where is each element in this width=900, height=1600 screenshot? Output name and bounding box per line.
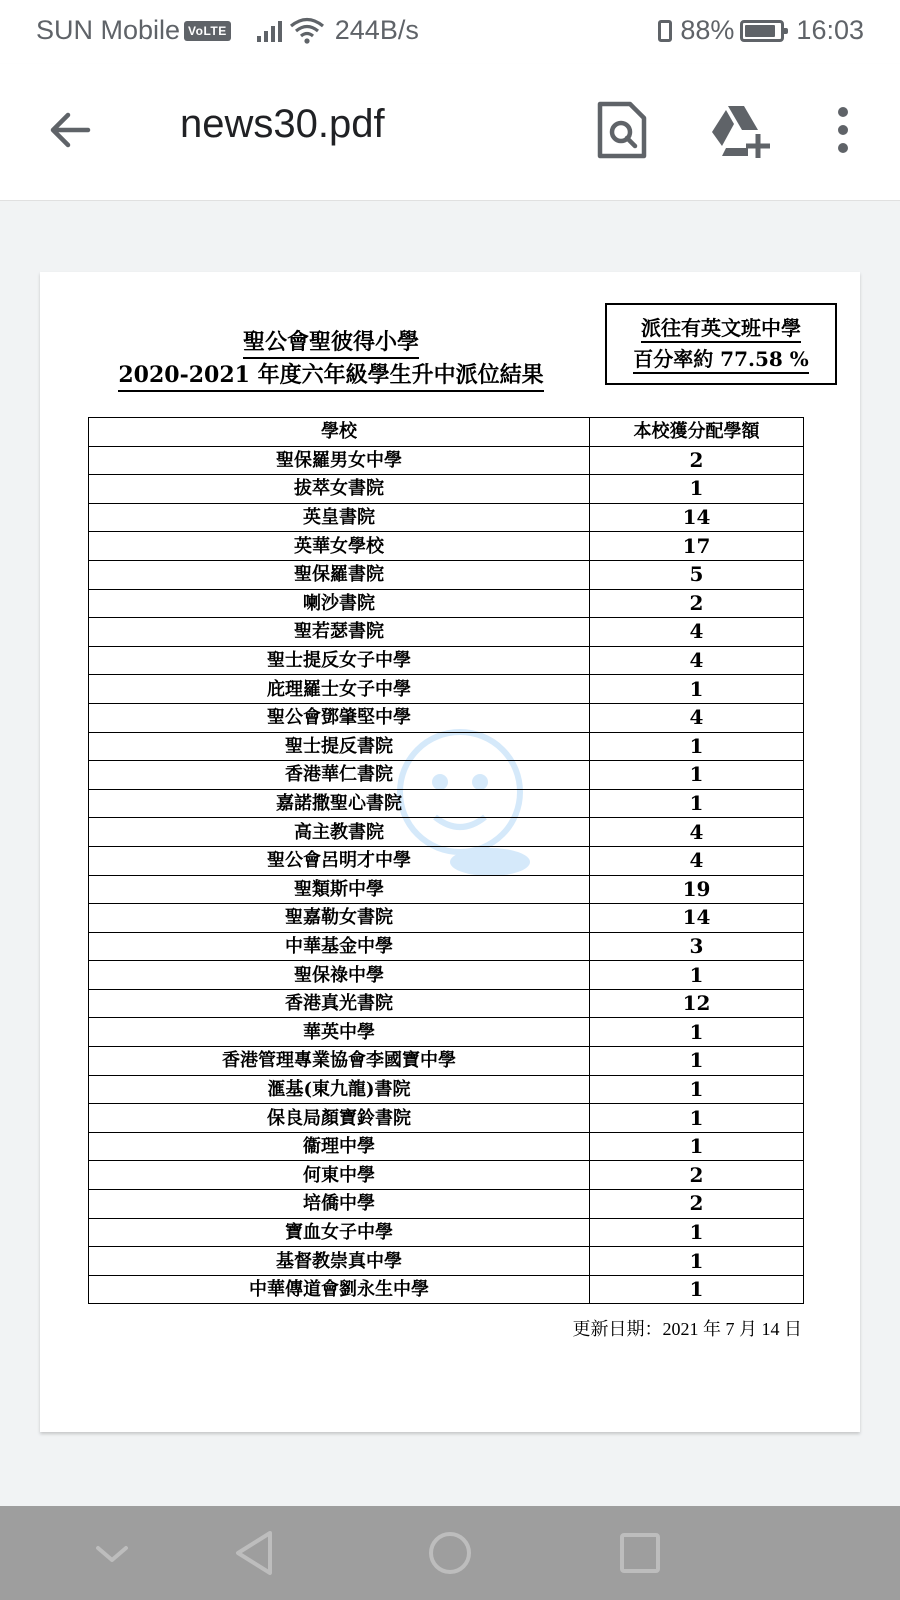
table-row	[89, 1218, 804, 1247]
places-cell: 14	[590, 503, 804, 532]
places-cell: 1	[590, 1075, 804, 1104]
school-name-cell: 聖士提反書院	[89, 732, 590, 761]
table-row	[89, 1190, 804, 1219]
school-name-cell: 中華傳道會劉永生中學	[89, 1275, 590, 1304]
english-rate-box	[605, 303, 837, 385]
places-cell: 1	[590, 1218, 804, 1247]
document-title: news30.pdf	[180, 102, 385, 146]
places-cell: 2	[590, 1190, 804, 1219]
places-cell: 1	[590, 761, 804, 790]
school-name-cell: 聖公會呂明才中學	[89, 846, 590, 875]
school-name-cell: 寶血女子中學	[89, 1218, 590, 1247]
school-name-cell: 聖士提反女子中學	[89, 646, 590, 675]
table-row	[89, 589, 804, 618]
school-name-cell: 華英中學	[89, 1018, 590, 1047]
title-line-1: 聖公會聖彼得小學	[243, 327, 419, 359]
school-name-cell: 滙基(東九龍)書院	[89, 1075, 590, 1104]
update-date: 更新日期：2021 年 7 月 14 日	[572, 1319, 802, 1339]
header-school: 學校	[89, 418, 590, 447]
battery-icon	[740, 20, 784, 42]
recents-square-icon[interactable]	[610, 1528, 670, 1578]
table-row	[89, 646, 804, 675]
table-row	[89, 532, 804, 561]
network-speed: 244B/s	[334, 15, 419, 45]
school-name-cell: 聖嘉勒女書院	[89, 904, 590, 933]
school-name-cell: 庇理羅士女子中學	[89, 675, 590, 704]
find-in-page-icon[interactable]	[594, 100, 650, 160]
rate-line-2: 百分率約 77.58 %	[633, 346, 809, 374]
places-cell: 1	[590, 1104, 804, 1133]
home-circle-icon[interactable]	[420, 1528, 480, 1578]
places-cell: 4	[590, 646, 804, 675]
clock: 16:03	[796, 15, 864, 45]
table-row	[89, 961, 804, 990]
battery-percent: 88%	[680, 15, 735, 45]
table-header-row	[89, 418, 804, 447]
table-row	[89, 789, 804, 818]
places-cell: 1	[590, 1018, 804, 1047]
places-cell: 19	[590, 875, 804, 904]
places-cell: 14	[590, 904, 804, 933]
app-toolbar	[0, 64, 900, 201]
table-row	[89, 875, 804, 904]
places-cell: 5	[590, 560, 804, 589]
school-name-cell: 何東中學	[89, 1161, 590, 1190]
places-cell: 12	[590, 989, 804, 1018]
drive-add-icon[interactable]	[708, 104, 772, 160]
table-row	[89, 703, 804, 732]
wifi-icon	[289, 17, 325, 45]
allocation-table	[88, 417, 804, 1304]
places-cell: 2	[590, 446, 804, 475]
table-row	[89, 1104, 804, 1133]
status-right	[658, 15, 864, 46]
places-cell: 3	[590, 932, 804, 961]
school-name-cell: 聖保羅男女中學	[89, 446, 590, 475]
school-name-cell: 聖保羅書院	[89, 560, 590, 589]
table-row	[89, 618, 804, 647]
school-name-cell: 嘉諾撒聖心書院	[89, 789, 590, 818]
places-cell: 1	[590, 961, 804, 990]
carrier-name: SUN Mobile	[36, 15, 181, 45]
table-row	[89, 1047, 804, 1076]
places-cell: 1	[590, 732, 804, 761]
table-row	[89, 1132, 804, 1161]
school-name-cell: 聖類斯中學	[89, 875, 590, 904]
places-cell: 4	[590, 703, 804, 732]
more-vert-icon[interactable]	[828, 104, 858, 156]
status-left	[36, 15, 419, 46]
vibrate-icon	[658, 20, 672, 42]
school-title	[88, 326, 574, 392]
table-row	[89, 1247, 804, 1276]
school-name-cell: 高主教書院	[89, 818, 590, 847]
places-cell: 1	[590, 675, 804, 704]
places-cell: 1	[590, 1247, 804, 1276]
back-arrow-icon[interactable]	[44, 104, 96, 156]
school-name-cell: 基督教崇真中學	[89, 1247, 590, 1276]
table-row	[89, 761, 804, 790]
rate-line-1: 派往有英文班中學	[641, 315, 801, 343]
school-name-cell: 保良局顏寶鈴書院	[89, 1104, 590, 1133]
school-name-cell: 香港真光書院	[89, 989, 590, 1018]
places-cell: 1	[590, 475, 804, 504]
school-name-cell: 英華女學校	[89, 532, 590, 561]
table-row	[89, 560, 804, 589]
table-row	[89, 732, 804, 761]
school-name-cell: 聖公會鄧肇堅中學	[89, 703, 590, 732]
places-cell: 4	[590, 818, 804, 847]
table-row	[89, 932, 804, 961]
table-row	[89, 446, 804, 475]
school-name-cell: 香港華仁書院	[89, 761, 590, 790]
places-cell: 2	[590, 1161, 804, 1190]
places-cell: 4	[590, 846, 804, 875]
school-name-cell: 香港管理專業協會李國寶中學	[89, 1047, 590, 1076]
school-name-cell: 衞理中學	[89, 1132, 590, 1161]
places-cell: 17	[590, 532, 804, 561]
table-row	[89, 503, 804, 532]
places-cell: 4	[590, 618, 804, 647]
places-cell: 1	[590, 1132, 804, 1161]
header-places: 本校獲分配學額	[590, 418, 804, 447]
places-cell: 1	[590, 1275, 804, 1304]
table-body	[89, 446, 804, 1304]
school-name-cell: 聖保祿中學	[89, 961, 590, 990]
school-name-cell: 培僑中學	[89, 1190, 590, 1219]
table-row	[89, 1018, 804, 1047]
back-triangle-icon[interactable]	[226, 1528, 286, 1578]
table-row	[89, 675, 804, 704]
status-bar	[0, 0, 900, 64]
title-line-2: 2020-2021 年度六年級學生升中派位結果	[118, 360, 543, 392]
table-row	[89, 1275, 804, 1304]
table-row	[89, 846, 804, 875]
school-name-cell: 喇沙書院	[89, 589, 590, 618]
school-name-cell: 拔萃女書院	[89, 475, 590, 504]
pdf-page[interactable]	[40, 272, 860, 1432]
places-cell: 1	[590, 789, 804, 818]
table-row	[89, 989, 804, 1018]
school-name-cell: 中華基金中學	[89, 932, 590, 961]
table-row	[89, 904, 804, 933]
signal-icon	[257, 20, 285, 42]
school-name-cell: 英皇書院	[89, 503, 590, 532]
places-cell: 1	[590, 1047, 804, 1076]
pdf-viewer[interactable]	[0, 201, 900, 1506]
places-cell: 2	[590, 589, 804, 618]
table-row	[89, 1075, 804, 1104]
system-nav-bar	[0, 1506, 900, 1600]
table-row	[89, 1161, 804, 1190]
table-row	[89, 475, 804, 504]
school-name-cell: 聖若瑟書院	[89, 618, 590, 647]
chevron-down-icon[interactable]	[82, 1528, 142, 1578]
volte-badge: VoLTE	[184, 21, 231, 41]
table-row	[89, 818, 804, 847]
